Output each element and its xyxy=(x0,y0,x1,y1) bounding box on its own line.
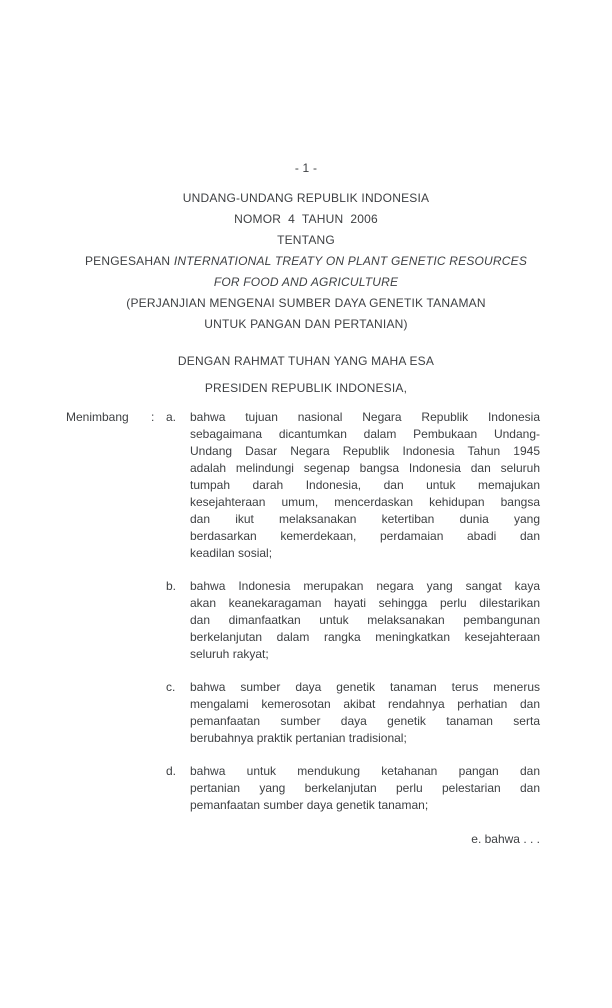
consideration-marker: b. xyxy=(166,579,177,593)
text-line: sebagaimana dicantumkan dalam Pembukaan Undang- xyxy=(190,427,540,441)
treaty-name-line-1: INTERNATIONAL TREATY ON PLANT GENETIC RESOURCES xyxy=(173,254,528,268)
considerations-section xyxy=(0,409,612,830)
consideration-marker: c. xyxy=(166,680,176,694)
menimbang-separator: : xyxy=(151,410,155,424)
subject-prefix: PENGESAHAN xyxy=(84,254,174,268)
text-line: bahwa sumber daya genetik tanaman terus menerus xyxy=(190,680,540,694)
text-line: bahwa tujuan nasional Negara Republik Indonesia xyxy=(190,410,540,424)
president-line: PRESIDEN REPUBLIK INDONESIA, xyxy=(204,381,408,395)
tentang-label: TENTANG xyxy=(277,233,335,247)
consideration-item xyxy=(166,679,540,747)
text-line: keadilan sosial; xyxy=(190,546,273,560)
text-line: adalah melindungi segenap bangsa Indonesia dan seluruh xyxy=(190,461,540,475)
invocation-line: DENGAN RAHMAT TUHAN YANG MAHA ESA xyxy=(177,354,435,368)
consideration-marker: a. xyxy=(166,410,177,424)
considerations-list xyxy=(0,409,612,814)
text-line: pertanian yang berkelanjutan perlu pelestarian dan xyxy=(190,781,540,795)
treaty-name-line-2: FOR FOOD AND AGRICULTURE xyxy=(213,275,399,289)
text-line: akan keanekaragaman hayati sehingga perlu dilestarikan xyxy=(190,596,540,610)
text-line: berkelanjutan dalam rangka meningkatkan kesejahteraan xyxy=(190,630,540,644)
document-header xyxy=(0,188,612,335)
consideration-marker: d. xyxy=(166,764,177,778)
consideration-item xyxy=(166,409,540,562)
translation-line-1: (PERJANJIAN MENGENAI SUMBER DAYA GENETIK TANAMAN xyxy=(126,296,486,310)
consideration-item xyxy=(166,763,540,814)
catchword: e. bahwa . . . xyxy=(471,832,540,846)
text-line: berdasarkan kemerdekaan, perdamaian abadi dan xyxy=(190,529,540,543)
law-title: UNDANG-UNDANG REPUBLIK INDONESIA xyxy=(182,191,430,205)
text-line: kesejahteraan umum, mencerdaskan kehidupan bangsa xyxy=(190,495,540,509)
text-line: bahwa untuk mendukung ketahanan pangan dan xyxy=(190,764,540,778)
page-number: - 1 - xyxy=(294,161,318,175)
text-line: pemanfaatan sumber daya genetik tanaman; xyxy=(190,798,429,812)
text-line: dan ikut melaksanakan ketertiban dunia yang xyxy=(190,512,540,526)
text-line: seluruh rakyat; xyxy=(190,647,269,661)
text-line: mengalami kemerosotan akibat rendahnya perhatian dan xyxy=(190,697,540,711)
text-line: berubahnya praktik pertanian tradisional; xyxy=(190,731,407,745)
consideration-item xyxy=(166,578,540,663)
text-line: tumpah darah Indonesia, dan untuk memajukan xyxy=(190,478,540,492)
text-line: pemanfaatan sumber daya genetik tanaman serta xyxy=(190,714,540,728)
law-number: NOMOR 4 TAHUN 2006 xyxy=(234,212,378,226)
text-line: bahwa Indonesia merupakan negara yang sangat kaya xyxy=(190,579,540,593)
menimbang-label: Menimbang xyxy=(66,410,129,424)
text-line: dan dimanfaatkan untuk melaksanakan pembangunan xyxy=(190,613,540,627)
subject-line-1 xyxy=(0,251,612,272)
translation-line-2: UNTUK PANGAN DAN PERTANIAN) xyxy=(204,317,408,331)
text-line: Undang Dasar Negara Republik Indonesia Tahun 1945 xyxy=(190,444,540,458)
